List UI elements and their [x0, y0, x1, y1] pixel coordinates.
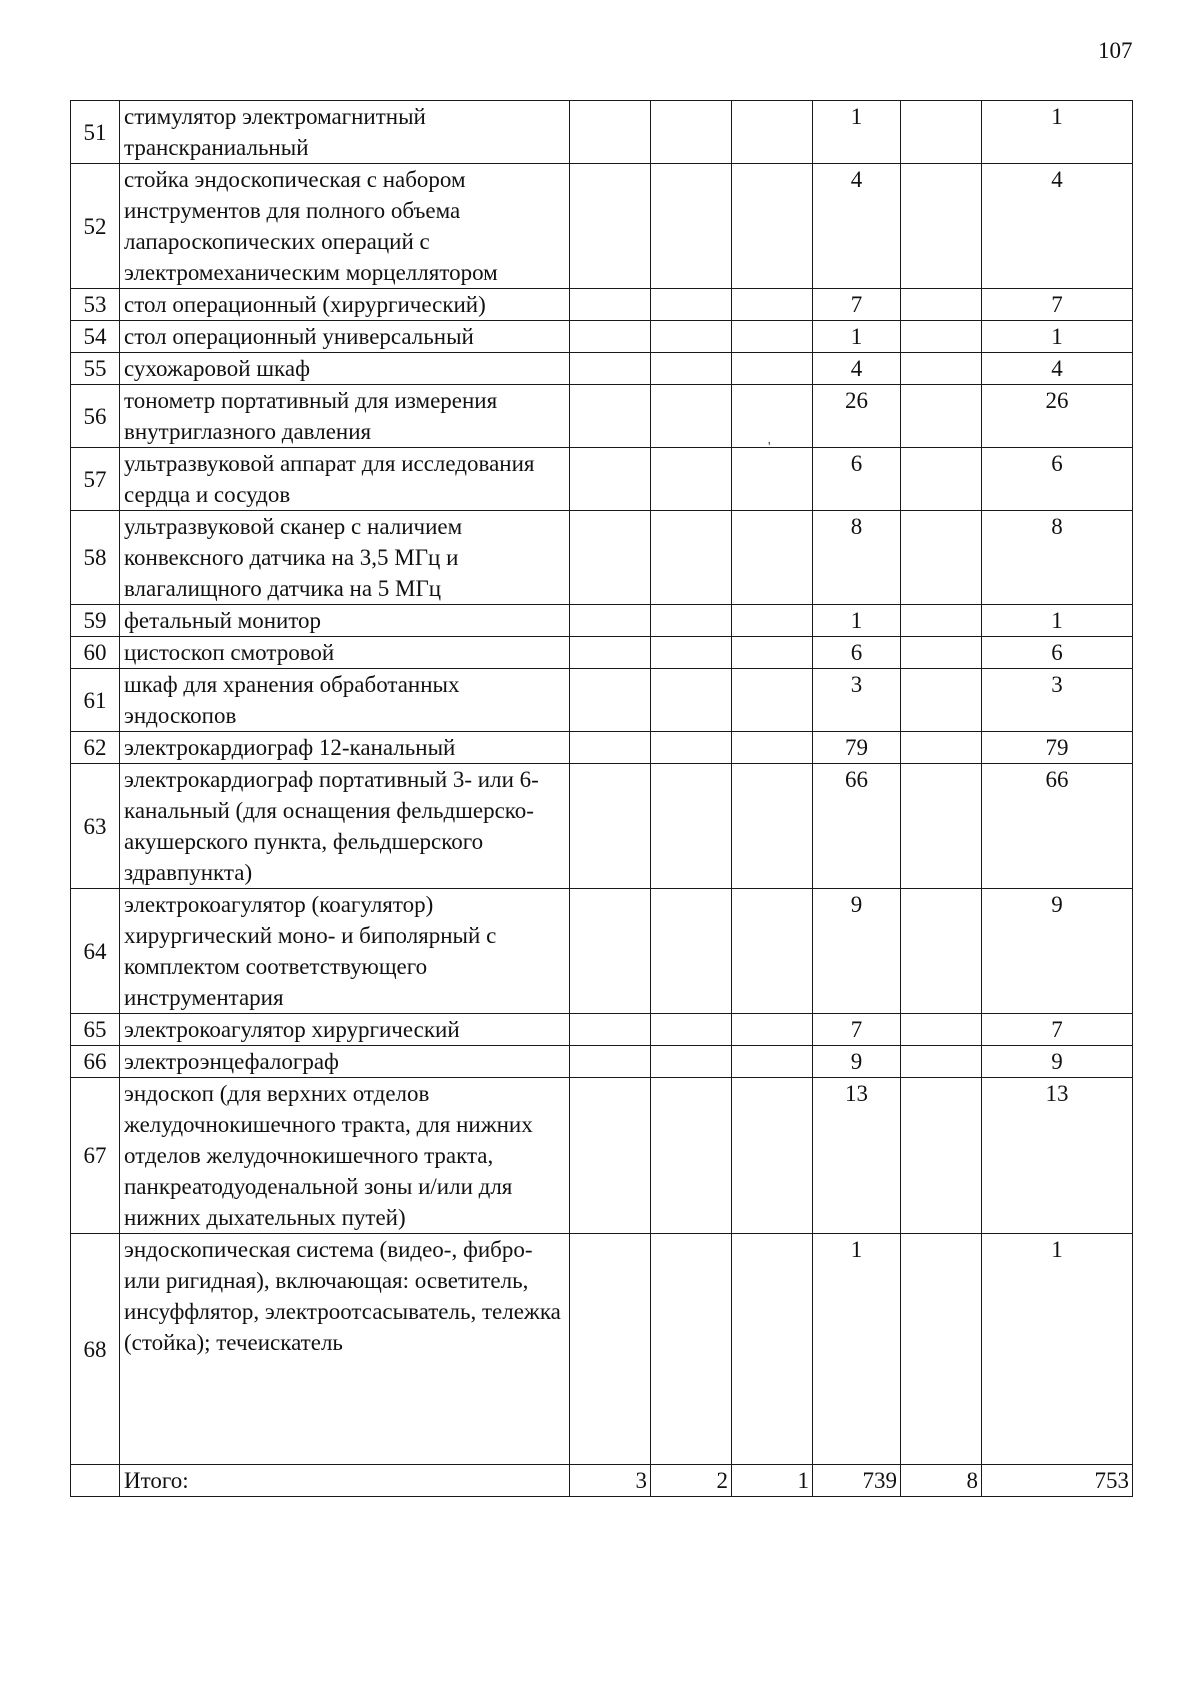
table-row: [71, 1046, 1133, 1078]
col4-cell: 9: [813, 1046, 901, 1078]
table-row: [71, 1014, 1133, 1046]
table-row: [71, 101, 1133, 164]
col3-cell: [732, 289, 813, 321]
col5-cell: [901, 164, 982, 289]
col6-cell: 1: [982, 1234, 1133, 1465]
col3-cell: [732, 669, 813, 732]
col4-cell: 4: [813, 353, 901, 385]
table-row: [71, 889, 1133, 1014]
equipment-table: [70, 100, 1133, 1497]
col6-cell: 3: [982, 669, 1133, 732]
row-number: 54: [71, 321, 120, 353]
col3-cell: [732, 1234, 813, 1465]
col1-cell: [570, 164, 651, 289]
col6-cell: 9: [982, 1046, 1133, 1078]
equipment-name: тонометр портативный для измерения внутриглазного давления: [120, 385, 570, 448]
col4-cell: 79: [813, 732, 901, 764]
col4-cell: 1: [813, 1234, 901, 1465]
col3-cell: [732, 385, 813, 448]
col5-cell: [901, 1078, 982, 1234]
col2-cell: [651, 1014, 732, 1046]
row-number: 60: [71, 637, 120, 669]
equipment-name: стимулятор электромагнитный транскраниальный: [120, 101, 570, 164]
col5-cell: [901, 669, 982, 732]
col2-cell: [651, 448, 732, 511]
col5-cell: [901, 1046, 982, 1078]
col2-cell: [651, 732, 732, 764]
total-col5: 8: [901, 1465, 982, 1497]
col6-cell: 9: [982, 889, 1133, 1014]
col6-cell: 79: [982, 732, 1133, 764]
col1-cell: [570, 353, 651, 385]
col4-cell: 66: [813, 764, 901, 889]
col6-cell: 7: [982, 1014, 1133, 1046]
col6-cell: 4: [982, 353, 1133, 385]
table-body: [71, 101, 1133, 1497]
row-number: 53: [71, 289, 120, 321]
equipment-name: стойка эндоскопическая с набором инструментов для полного объема лапароскопических операций с электромеханическим морцеллятором: [120, 164, 570, 289]
col3-cell: [732, 732, 813, 764]
col5-cell: [901, 448, 982, 511]
col2-cell: [651, 511, 732, 605]
table-row: [71, 289, 1133, 321]
col3-cell: [732, 1046, 813, 1078]
col5-cell: [901, 511, 982, 605]
col5-cell: [901, 605, 982, 637]
stray-mark: ': [768, 440, 771, 455]
col1-cell: [570, 385, 651, 448]
row-number: 61: [71, 669, 120, 732]
total-col2: 2: [651, 1465, 732, 1497]
col6-cell: 13: [982, 1078, 1133, 1234]
row-number: 58: [71, 511, 120, 605]
col3-cell: [732, 764, 813, 889]
col3-cell: [732, 637, 813, 669]
equipment-name: эндоскоп (для верхних отделов желудочнокишечного тракта, для нижних отделов желудочнокишечного тракта, панкреатодуоденальной зоны и/или для нижних дыхательных путей): [120, 1078, 570, 1234]
col2-cell: [651, 637, 732, 669]
col4-cell: 8: [813, 511, 901, 605]
col6-cell: 6: [982, 637, 1133, 669]
col4-cell: 7: [813, 1014, 901, 1046]
col1-cell: [570, 605, 651, 637]
page-number: 107: [1098, 38, 1133, 63]
col5-cell: [901, 764, 982, 889]
col1-cell: [570, 764, 651, 889]
col5-cell: [901, 637, 982, 669]
col2-cell: [651, 1046, 732, 1078]
col6-cell: 66: [982, 764, 1133, 889]
equipment-name: электроэнцефалограф: [120, 1046, 570, 1078]
row-number: 51: [71, 101, 120, 164]
col4-cell: 9: [813, 889, 901, 1014]
total-label: Итого:: [120, 1465, 570, 1497]
col5-cell: [901, 385, 982, 448]
col1-cell: [570, 1046, 651, 1078]
table-row: [71, 321, 1133, 353]
col1-cell: [570, 511, 651, 605]
equipment-name: эндоскопическая система (видео-, фибро- или ригидная), включающая: осветитель, инсуффлятор, электроотсасыватель, тележка (стойка); течеискатель: [120, 1234, 570, 1465]
table-row: [71, 511, 1133, 605]
equipment-name: электрокардиограф портативный 3- или 6-канальный (для оснащения фельдшерско-акушерского пункта, фельдшерского здравпункта): [120, 764, 570, 889]
col2-cell: [651, 164, 732, 289]
equipment-name: шкаф для хранения обработанных эндоскопов: [120, 669, 570, 732]
table-row: [71, 353, 1133, 385]
col3-cell: [732, 101, 813, 164]
col2-cell: [651, 321, 732, 353]
col2-cell: [651, 764, 732, 889]
col1-cell: [570, 1078, 651, 1234]
col2-cell: [651, 385, 732, 448]
total-num-cell: [71, 1465, 120, 1497]
col6-cell: 8: [982, 511, 1133, 605]
col4-cell: 6: [813, 448, 901, 511]
col3-cell: [732, 448, 813, 511]
col1-cell: [570, 289, 651, 321]
table-row: [71, 448, 1133, 511]
col4-cell: 1: [813, 605, 901, 637]
col6-cell: 1: [982, 321, 1133, 353]
col1-cell: [570, 1014, 651, 1046]
row-number: 52: [71, 164, 120, 289]
col5-cell: [901, 321, 982, 353]
col3-cell: [732, 164, 813, 289]
col2-cell: [651, 289, 732, 321]
equipment-name: электрокардиограф 12-канальный: [120, 732, 570, 764]
col1-cell: [570, 448, 651, 511]
col6-cell: 7: [982, 289, 1133, 321]
col3-cell: [732, 353, 813, 385]
total-col4: 739: [813, 1465, 901, 1497]
table-row: [71, 385, 1133, 448]
col4-cell: 6: [813, 637, 901, 669]
total-col6: 753: [982, 1465, 1133, 1497]
col3-cell: [732, 889, 813, 1014]
col6-cell: 4: [982, 164, 1133, 289]
col2-cell: [651, 605, 732, 637]
table-row: [71, 1078, 1133, 1234]
col1-cell: [570, 732, 651, 764]
col4-cell: 13: [813, 1078, 901, 1234]
col4-cell: 1: [813, 321, 901, 353]
table-row: [71, 605, 1133, 637]
equipment-name: ультразвуковой аппарат для исследования сердца и сосудов: [120, 448, 570, 511]
col3-cell: [732, 511, 813, 605]
row-number: 56: [71, 385, 120, 448]
col5-cell: [901, 353, 982, 385]
col5-cell: [901, 1234, 982, 1465]
col4-cell: 3: [813, 669, 901, 732]
col3-cell: [732, 321, 813, 353]
col1-cell: [570, 321, 651, 353]
row-number: 64: [71, 889, 120, 1014]
total-col3: 1: [732, 1465, 813, 1497]
col2-cell: [651, 1234, 732, 1465]
col6-cell: 26: [982, 385, 1133, 448]
row-number: 68: [71, 1234, 120, 1465]
equipment-name: стол операционный (хирургический): [120, 289, 570, 321]
col2-cell: [651, 353, 732, 385]
equipment-name: электрокоагулятор (коагулятор) хирургический моно- и биполярный с комплектом соответствующего инструментария: [120, 889, 570, 1014]
col4-cell: 26: [813, 385, 901, 448]
total-col1: 3: [570, 1465, 651, 1497]
col5-cell: [901, 732, 982, 764]
equipment-name: электрокоагулятор хирургический: [120, 1014, 570, 1046]
col4-cell: 1: [813, 101, 901, 164]
col6-cell: 1: [982, 605, 1133, 637]
col5-cell: [901, 289, 982, 321]
col2-cell: [651, 1078, 732, 1234]
equipment-name: ультразвуковой сканер с наличием конвексного датчика на 3,5 МГц и влагалищного датчика на 5 МГц: [120, 511, 570, 605]
equipment-name: сухожаровой шкаф: [120, 353, 570, 385]
col5-cell: [901, 1014, 982, 1046]
row-number: 67: [71, 1078, 120, 1234]
equipment-name: цистоскоп смотровой: [120, 637, 570, 669]
col1-cell: [570, 669, 651, 732]
row-number: 66: [71, 1046, 120, 1078]
col1-cell: [570, 889, 651, 1014]
col5-cell: [901, 889, 982, 1014]
row-number: 55: [71, 353, 120, 385]
table-row: [71, 1234, 1133, 1465]
table-row: [71, 732, 1133, 764]
table-row: [71, 164, 1133, 289]
total-row: [71, 1465, 1133, 1497]
col1-cell: [570, 101, 651, 164]
col4-cell: 4: [813, 164, 901, 289]
row-number: 63: [71, 764, 120, 889]
col3-cell: [732, 1014, 813, 1046]
equipment-name: стол операционный универсальный: [120, 321, 570, 353]
row-number: 62: [71, 732, 120, 764]
col5-cell: [901, 101, 982, 164]
col4-cell: 7: [813, 289, 901, 321]
col6-cell: 1: [982, 101, 1133, 164]
row-number: 65: [71, 1014, 120, 1046]
col2-cell: [651, 101, 732, 164]
col3-cell: [732, 1078, 813, 1234]
table-row: [71, 637, 1133, 669]
equipment-name: фетальный монитор: [120, 605, 570, 637]
table-row: [71, 764, 1133, 889]
row-number: 57: [71, 448, 120, 511]
col1-cell: [570, 637, 651, 669]
col3-cell: [732, 605, 813, 637]
table-row: [71, 669, 1133, 732]
row-number: 59: [71, 605, 120, 637]
col2-cell: [651, 669, 732, 732]
col6-cell: 6: [982, 448, 1133, 511]
col2-cell: [651, 889, 732, 1014]
col1-cell: [570, 1234, 651, 1465]
